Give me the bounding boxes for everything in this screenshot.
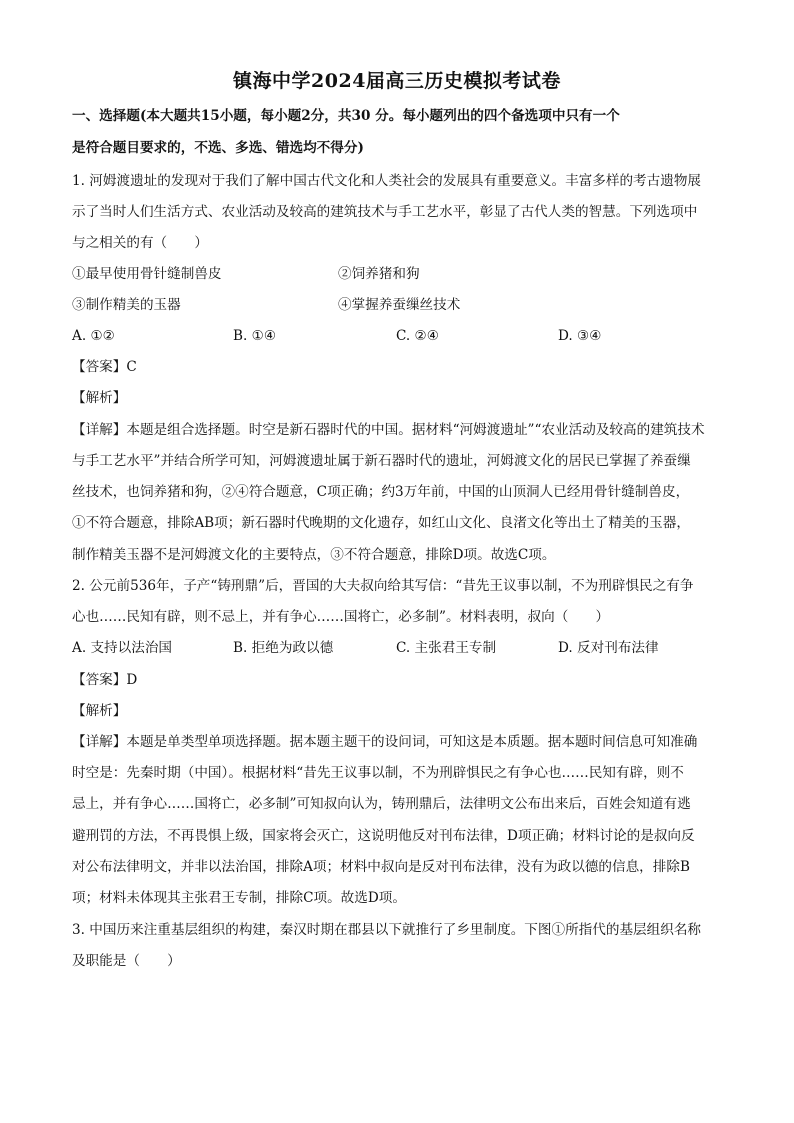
page-title: 镇海中学2024届高三历史模拟考试卷 bbox=[233, 70, 561, 92]
q2-explain-line-4: 避刑罚的方法，不再畏惧上级，国家将会灭亡，这说明他反对刊布法律，D项正确；材料讨论的是叔向反 bbox=[72, 828, 695, 844]
q1-stem-line-1: 1. 河姆渡遗址的发现对于我们了解中国古代文化和人类社会的发展具有重要意义。丰富多样的考古遗物展 bbox=[72, 173, 702, 189]
q1-explain-line-3: 丝技术，也饲养猪和狗，②④符合题意，C项正确；约3万年前，中国的山顶洞人已经用骨针缝制兽皮， bbox=[72, 484, 690, 500]
q2-answer: 【答案】D bbox=[72, 672, 138, 688]
q2-analysis-label: 【解析】 bbox=[72, 703, 127, 719]
q1-item-3: ③制作精美的玉器 bbox=[72, 297, 181, 313]
q1-explain-line-1: 【详解】本题是组合选择题。时空是新石器时代的中国。据材料“河姆渡遗址”“农业活动及较高的建筑技术 bbox=[72, 422, 705, 438]
q2-explain-line-6: 项；材料未体现其主张君王专制，排除C项。故选D项。 bbox=[72, 890, 406, 906]
q1-answer: 【答案】C bbox=[72, 359, 137, 375]
q2-option-d: D. 反对刊布法律 bbox=[558, 640, 659, 656]
q1-item-4: ④掌握养蚕缫丝技术 bbox=[338, 297, 461, 313]
q1-explain-line-5: 制作精美玉器不是河姆渡文化的主要特点，③不符合题意，排除D项。故选C项。 bbox=[72, 547, 556, 563]
q2-option-b: B. 拒绝为政以德 bbox=[233, 640, 334, 656]
q3-stem-line-2: 及职能是（ ） bbox=[72, 953, 181, 969]
q2-option-a: A. 支持以法治国 bbox=[72, 640, 173, 656]
q2-explain-line-2: 时空是：先秦时期（中国）。根据材料“昔先王议事以制，不为刑辟惧民之有争心也……民知有辟，则不 bbox=[72, 765, 684, 781]
q1-option-a: A. ①② bbox=[72, 328, 115, 344]
q2-stem-line-2: 心也……民知有辟，则不忌上，并有争心……国将亡，必多制”。材料表明，叔向（ ） bbox=[72, 609, 610, 625]
q1-analysis-label: 【解析】 bbox=[72, 390, 127, 406]
q1-explain-line-2: 与手工艺水平”并结合所学可知，河姆渡遗址属于新石器时代的遗址，河姆渡文化的居民已掌握了养蚕缫 bbox=[72, 453, 691, 469]
q1-explain-line-4: ①不符合题意，排除AB项；新石器时代晚期的文化遗存，如红山文化、良渚文化等出土了精美的玉器， bbox=[72, 515, 690, 531]
q1-item-2: ②饲养猪和狗 bbox=[338, 266, 420, 282]
q2-explain-line-5: 对公布法律明文，并非以法治国，排除A项；材料中叔向是反对刊布法律，没有为政以德的信息，排除B bbox=[72, 859, 690, 875]
section-heading-line-2: 是符合题目要求的，不选、多选、错选均不得分) bbox=[72, 140, 364, 156]
q1-stem-line-2: 示了当时人们生活方式、农业活动及较高的建筑技术与手工艺水平，彰显了古代人类的智慧。下列选项中 bbox=[72, 204, 698, 220]
q1-option-d: D. ③④ bbox=[558, 328, 602, 344]
q2-explain-line-1: 【详解】本题是单类型单项选择题。据本题主题干的设问词，可知这是本质题。据本题时间信息可知准确 bbox=[72, 734, 698, 750]
q1-option-c: C. ②④ bbox=[396, 328, 439, 344]
q1-stem-line-3: 与之相关的有（ ） bbox=[72, 235, 208, 251]
q2-explain-line-3: 忌上，并有争心……国将亡，必多制”可知叔向认为，铸刑鼎后，法律明文公布出来后，百姓会知道有逃 bbox=[72, 796, 691, 812]
q1-item-1: ①最早使用骨针缝制兽皮 bbox=[72, 266, 222, 282]
q3-stem-line-1: 3. 中国历来注重基层组织的构建，秦汉时期在郡县以下就推行了乡里制度。下图①所指代的基层组织名称 bbox=[72, 922, 702, 938]
q2-stem-line-1: 2. 公元前536年，子产“铸刑鼎”后，晋国的大夫叔向给其写信：“昔先王议事以制，不为刑辟惧民之有争 bbox=[72, 578, 694, 594]
q1-option-b: B. ①④ bbox=[233, 328, 277, 344]
q2-option-c: C. 主张君王专制 bbox=[396, 640, 497, 656]
section-heading-line-1: 一、选择题(本大题共15小题，每小题2分，共30 分。每小题列出的四个备选项中只有一个 bbox=[72, 108, 620, 124]
